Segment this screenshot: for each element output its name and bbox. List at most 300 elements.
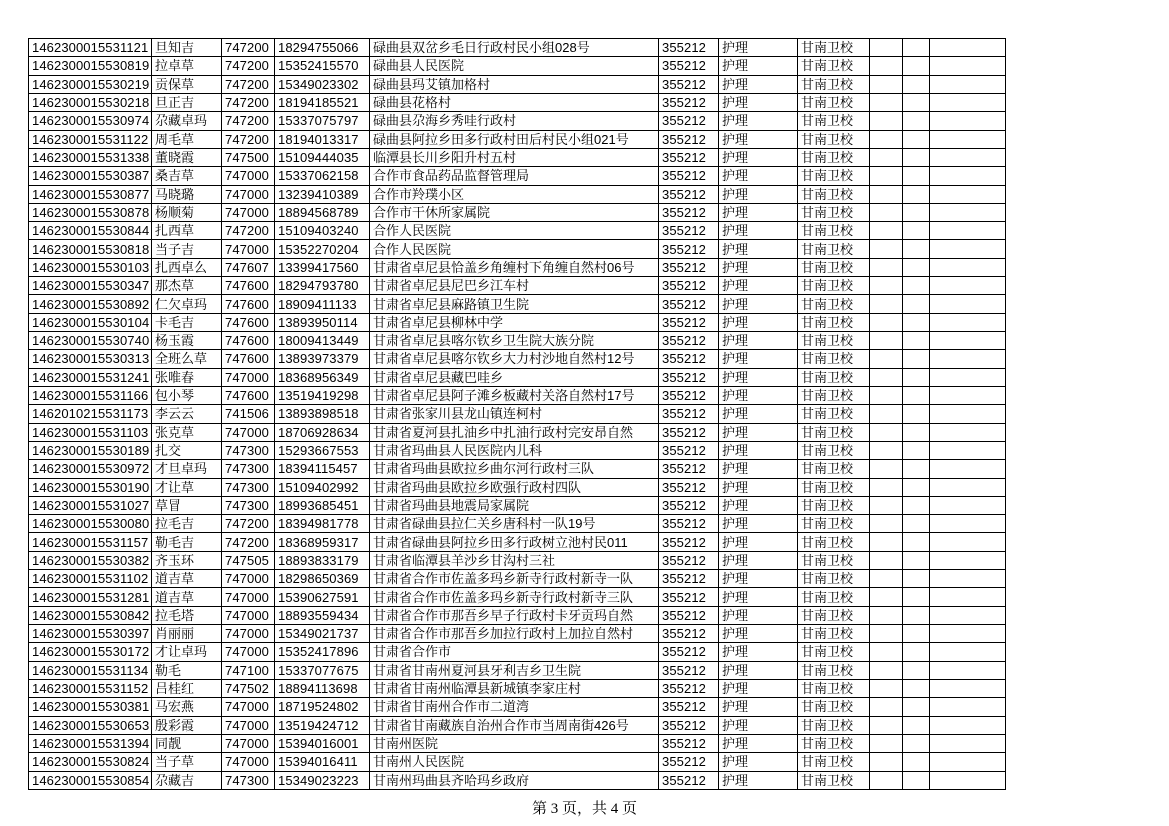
cell-school: 甘南卫校 [798, 93, 870, 111]
cell-postal-code: 747300 [222, 496, 275, 514]
cell-empty-3 [930, 533, 1006, 551]
cell-major: 护理 [719, 460, 798, 478]
cell-name: 扎西草 [152, 222, 222, 240]
cell-empty-1 [870, 368, 903, 386]
cell-empty-2 [903, 405, 930, 423]
cell-school-code: 355212 [659, 643, 719, 661]
cell-name: 扎西卓么 [152, 258, 222, 276]
cell-school: 甘南卫校 [798, 405, 870, 423]
page-footer: 第 3 页，共 4 页 [531, 801, 637, 817]
cell-school-code: 355212 [659, 295, 719, 313]
cell-phone: 13893898518 [275, 405, 370, 423]
table-row [29, 185, 1006, 203]
cell-empty-3 [930, 551, 1006, 569]
cell-phone: 18194185521 [275, 93, 370, 111]
cell-candidate-id: 1462300015531103 [29, 423, 152, 441]
cell-empty-1 [870, 423, 903, 441]
cell-phone: 15390627591 [275, 588, 370, 606]
cell-empty-1 [870, 112, 903, 130]
cell-empty-1 [870, 441, 903, 459]
cell-empty-1 [870, 39, 903, 57]
cell-major: 护理 [719, 386, 798, 404]
cell-candidate-id: 1462300015531338 [29, 148, 152, 166]
cell-phone: 15109402992 [275, 478, 370, 496]
cell-candidate-id: 1462300015530104 [29, 313, 152, 331]
cell-phone: 18368956349 [275, 368, 370, 386]
cell-candidate-id: 1462300015530877 [29, 185, 152, 203]
cell-school-code: 355212 [659, 588, 719, 606]
cell-postal-code: 747600 [222, 313, 275, 331]
cell-candidate-id: 1462300015530189 [29, 441, 152, 459]
cell-empty-3 [930, 112, 1006, 130]
cell-name: 那杰草 [152, 277, 222, 295]
table-row [29, 75, 1006, 93]
cell-empty-2 [903, 496, 930, 514]
cell-school-code: 355212 [659, 661, 719, 679]
cell-empty-1 [870, 240, 903, 258]
cell-school-code: 355212 [659, 460, 719, 478]
cell-address: 碌曲县阿拉乡田多行政村田后村民小组021号 [370, 130, 659, 148]
cell-school: 甘南卫校 [798, 39, 870, 57]
cell-empty-3 [930, 460, 1006, 478]
cell-address: 临潭县长川乡阳升村五村 [370, 148, 659, 166]
cell-address: 合作市干休所家属院 [370, 203, 659, 221]
cell-phone: 15349021737 [275, 625, 370, 643]
cell-name: 全班么草 [152, 350, 222, 368]
cell-empty-1 [870, 533, 903, 551]
cell-school: 甘南卫校 [798, 643, 870, 661]
cell-postal-code: 747000 [222, 240, 275, 258]
cell-name: 拉毛吉 [152, 515, 222, 533]
cell-candidate-id: 1462300015530653 [29, 716, 152, 734]
cell-school-code: 355212 [659, 423, 719, 441]
cell-empty-3 [930, 148, 1006, 166]
cell-postal-code: 747200 [222, 93, 275, 111]
cell-empty-1 [870, 93, 903, 111]
cell-major: 护理 [719, 734, 798, 752]
cell-major: 护理 [719, 39, 798, 57]
cell-major: 护理 [719, 222, 798, 240]
cell-name: 扎交 [152, 441, 222, 459]
cell-postal-code: 747000 [222, 606, 275, 624]
cell-postal-code: 747200 [222, 57, 275, 75]
cell-school: 甘南卫校 [798, 588, 870, 606]
cell-phone: 15394016411 [275, 753, 370, 771]
cell-name: 尕藏卓玛 [152, 112, 222, 130]
cell-empty-2 [903, 570, 930, 588]
cell-empty-1 [870, 570, 903, 588]
cell-candidate-id: 1462300015530818 [29, 240, 152, 258]
cell-empty-3 [930, 771, 1006, 790]
cell-empty-2 [903, 679, 930, 697]
table-row [29, 203, 1006, 221]
cell-major: 护理 [719, 570, 798, 588]
cell-address: 甘肃省卓尼县恰盖乡角缠村下角缠自然村06号 [370, 258, 659, 276]
cell-empty-3 [930, 93, 1006, 111]
cell-address: 甘肃省碌曲县阿拉乡田多行政树立池村民011 [370, 533, 659, 551]
cell-name: 杨玉霞 [152, 332, 222, 350]
cell-empty-3 [930, 222, 1006, 240]
cell-empty-2 [903, 643, 930, 661]
cell-empty-1 [870, 679, 903, 697]
cell-phone: 15293667553 [275, 441, 370, 459]
cell-candidate-id: 1462300015530974 [29, 112, 152, 130]
cell-school: 甘南卫校 [798, 240, 870, 258]
table-row [29, 130, 1006, 148]
cell-phone: 13239410389 [275, 185, 370, 203]
cell-postal-code: 747100 [222, 661, 275, 679]
cell-candidate-id: 1462300015530387 [29, 167, 152, 185]
cell-school-code: 355212 [659, 496, 719, 514]
cell-empty-2 [903, 57, 930, 75]
cell-name: 当子吉 [152, 240, 222, 258]
cell-major: 护理 [719, 423, 798, 441]
cell-empty-3 [930, 39, 1006, 57]
cell-postal-code: 747300 [222, 441, 275, 459]
cell-empty-3 [930, 57, 1006, 75]
cell-name: 吕桂红 [152, 679, 222, 697]
cell-address: 甘南州玛曲县齐哈玛乡政府 [370, 771, 659, 790]
cell-candidate-id: 1462300015531241 [29, 368, 152, 386]
cell-postal-code: 747000 [222, 698, 275, 716]
cell-major: 护理 [719, 295, 798, 313]
cell-empty-1 [870, 148, 903, 166]
table-row [29, 478, 1006, 496]
cell-address: 甘肃省甘南藏族自治州合作市当周南街426号 [370, 716, 659, 734]
cell-address: 甘肃省合作市佐盖多玛乡新寺行政村新寺三队 [370, 588, 659, 606]
cell-empty-1 [870, 515, 903, 533]
cell-school: 甘南卫校 [798, 350, 870, 368]
cell-major: 护理 [719, 753, 798, 771]
cell-empty-2 [903, 698, 930, 716]
cell-school-code: 355212 [659, 148, 719, 166]
cell-school: 甘南卫校 [798, 386, 870, 404]
cell-empty-2 [903, 661, 930, 679]
cell-postal-code: 747600 [222, 295, 275, 313]
table-row [29, 515, 1006, 533]
cell-postal-code: 747200 [222, 515, 275, 533]
cell-name: 道吉草 [152, 570, 222, 588]
cell-school: 甘南卫校 [798, 75, 870, 93]
cell-school: 甘南卫校 [798, 258, 870, 276]
cell-candidate-id: 1462300015530842 [29, 606, 152, 624]
cell-postal-code: 747000 [222, 423, 275, 441]
cell-phone: 18298650369 [275, 570, 370, 588]
cell-empty-2 [903, 75, 930, 93]
cell-address: 甘肃省卓尼县尼巴乡江车村 [370, 277, 659, 295]
cell-postal-code: 747200 [222, 130, 275, 148]
cell-address: 甘肃省甘南州合作市二道湾 [370, 698, 659, 716]
cell-name: 旦知吉 [152, 39, 222, 57]
cell-empty-3 [930, 185, 1006, 203]
cell-school-code: 355212 [659, 625, 719, 643]
cell-empty-3 [930, 405, 1006, 423]
cell-candidate-id: 1462300015530878 [29, 203, 152, 221]
cell-candidate-id: 1462300015530397 [29, 625, 152, 643]
cell-empty-2 [903, 313, 930, 331]
cell-empty-1 [870, 588, 903, 606]
table-row [29, 533, 1006, 551]
cell-postal-code: 747300 [222, 460, 275, 478]
cell-major: 护理 [719, 551, 798, 569]
cell-empty-2 [903, 478, 930, 496]
cell-empty-2 [903, 185, 930, 203]
cell-major: 护理 [719, 203, 798, 221]
cell-major: 护理 [719, 258, 798, 276]
cell-major: 护理 [719, 698, 798, 716]
cell-empty-3 [930, 734, 1006, 752]
cell-candidate-id: 1462300015531394 [29, 734, 152, 752]
cell-school: 甘南卫校 [798, 148, 870, 166]
cell-empty-3 [930, 368, 1006, 386]
cell-address: 甘南州医院 [370, 734, 659, 752]
table-row [29, 350, 1006, 368]
cell-school: 甘南卫校 [798, 203, 870, 221]
cell-address: 碌曲县尕海乡秀哇行政村 [370, 112, 659, 130]
cell-empty-2 [903, 753, 930, 771]
cell-candidate-id: 1462010215531173 [29, 405, 152, 423]
cell-empty-1 [870, 57, 903, 75]
cell-empty-3 [930, 441, 1006, 459]
cell-postal-code: 747000 [222, 734, 275, 752]
cell-name: 旦正吉 [152, 93, 222, 111]
cell-school-code: 355212 [659, 185, 719, 203]
table-row [29, 734, 1006, 752]
table-row [29, 716, 1006, 734]
table-row [29, 753, 1006, 771]
cell-empty-2 [903, 93, 930, 111]
table-row [29, 625, 1006, 643]
cell-school-code: 355212 [659, 405, 719, 423]
cell-school-code: 355212 [659, 332, 719, 350]
cell-school-code: 355212 [659, 350, 719, 368]
cell-candidate-id: 1462300015531122 [29, 130, 152, 148]
cell-major: 护理 [719, 625, 798, 643]
cell-phone: 18909411133 [275, 295, 370, 313]
cell-empty-2 [903, 203, 930, 221]
cell-school: 甘南卫校 [798, 112, 870, 130]
cell-empty-1 [870, 716, 903, 734]
cell-empty-2 [903, 441, 930, 459]
table-row [29, 588, 1006, 606]
cell-empty-3 [930, 203, 1006, 221]
cell-address: 甘肃省合作市佐盖多玛乡新寺行政村新寺一队 [370, 570, 659, 588]
cell-empty-1 [870, 496, 903, 514]
table-row [29, 460, 1006, 478]
cell-school: 甘南卫校 [798, 753, 870, 771]
cell-name: 李云云 [152, 405, 222, 423]
cell-phone: 15394016001 [275, 734, 370, 752]
table-row [29, 277, 1006, 295]
cell-empty-1 [870, 771, 903, 790]
cell-major: 护理 [719, 405, 798, 423]
cell-empty-3 [930, 643, 1006, 661]
table-row [29, 57, 1006, 75]
cell-major: 护理 [719, 130, 798, 148]
cell-postal-code: 747600 [222, 332, 275, 350]
cell-school: 甘南卫校 [798, 661, 870, 679]
cell-major: 护理 [719, 57, 798, 75]
cell-candidate-id: 1462300015530313 [29, 350, 152, 368]
cell-empty-3 [930, 588, 1006, 606]
cell-phone: 15352415570 [275, 57, 370, 75]
cell-school-code: 355212 [659, 551, 719, 569]
cell-empty-2 [903, 112, 930, 130]
cell-phone: 18993685451 [275, 496, 370, 514]
table-row [29, 368, 1006, 386]
cell-postal-code: 747000 [222, 368, 275, 386]
cell-phone: 15109403240 [275, 222, 370, 240]
cell-empty-3 [930, 570, 1006, 588]
cell-major: 护理 [719, 643, 798, 661]
cell-school: 甘南卫校 [798, 185, 870, 203]
cell-major: 护理 [719, 167, 798, 185]
cell-school-code: 355212 [659, 313, 719, 331]
cell-empty-3 [930, 295, 1006, 313]
cell-school: 甘南卫校 [798, 441, 870, 459]
cell-address: 碌曲县花格村 [370, 93, 659, 111]
cell-name: 杨顺菊 [152, 203, 222, 221]
cell-empty-1 [870, 661, 903, 679]
cell-empty-3 [930, 661, 1006, 679]
cell-major: 护理 [719, 185, 798, 203]
cell-candidate-id: 1462300015530172 [29, 643, 152, 661]
cell-school-code: 355212 [659, 515, 719, 533]
cell-postal-code: 747200 [222, 112, 275, 130]
cell-school-code: 355212 [659, 277, 719, 295]
cell-empty-1 [870, 753, 903, 771]
cell-phone: 18893559434 [275, 606, 370, 624]
cell-empty-1 [870, 332, 903, 350]
cell-phone: 15349023223 [275, 771, 370, 790]
cell-school: 甘南卫校 [798, 625, 870, 643]
table-row [29, 386, 1006, 404]
cell-school-code: 355212 [659, 112, 719, 130]
cell-school: 甘南卫校 [798, 222, 870, 240]
cell-school: 甘南卫校 [798, 698, 870, 716]
cell-empty-3 [930, 240, 1006, 258]
cell-school-code: 355212 [659, 39, 719, 57]
cell-name: 马宏燕 [152, 698, 222, 716]
cell-empty-3 [930, 75, 1006, 93]
cell-school: 甘南卫校 [798, 277, 870, 295]
table-row [29, 551, 1006, 569]
cell-postal-code: 747200 [222, 75, 275, 93]
cell-empty-2 [903, 551, 930, 569]
cell-name: 仁欠卓玛 [152, 295, 222, 313]
cell-empty-1 [870, 258, 903, 276]
cell-school-code: 355212 [659, 368, 719, 386]
cell-postal-code: 747200 [222, 222, 275, 240]
cell-phone: 18719524802 [275, 698, 370, 716]
cell-empty-2 [903, 515, 930, 533]
cell-candidate-id: 1462300015531157 [29, 533, 152, 551]
cell-empty-2 [903, 771, 930, 790]
cell-empty-1 [870, 734, 903, 752]
cell-school-code: 355212 [659, 203, 719, 221]
cell-empty-1 [870, 405, 903, 423]
cell-phone: 15352270204 [275, 240, 370, 258]
cell-empty-2 [903, 332, 930, 350]
table-row [29, 258, 1006, 276]
cell-address: 碌曲县人民医院 [370, 57, 659, 75]
cell-address: 甘肃省卓尼县麻路镇卫生院 [370, 295, 659, 313]
cell-name: 当子草 [152, 753, 222, 771]
cell-address: 甘肃省玛曲县欧拉乡欧强行政村四队 [370, 478, 659, 496]
cell-phone: 18893833179 [275, 551, 370, 569]
cell-address: 甘肃省甘南州夏河县牙利吉乡卫生院 [370, 661, 659, 679]
cell-name: 勒毛 [152, 661, 222, 679]
cell-phone: 13519419298 [275, 386, 370, 404]
cell-postal-code: 747000 [222, 203, 275, 221]
cell-phone: 13893950114 [275, 313, 370, 331]
table-row [29, 295, 1006, 313]
cell-school: 甘南卫校 [798, 478, 870, 496]
cell-phone: 13399417560 [275, 258, 370, 276]
cell-empty-2 [903, 734, 930, 752]
cell-empty-3 [930, 423, 1006, 441]
cell-major: 护理 [719, 313, 798, 331]
cell-name: 才让卓玛 [152, 643, 222, 661]
cell-empty-2 [903, 148, 930, 166]
cell-empty-3 [930, 313, 1006, 331]
cell-address: 合作市食品药品监督管理局 [370, 167, 659, 185]
cell-candidate-id: 1462300015530824 [29, 753, 152, 771]
cell-empty-1 [870, 625, 903, 643]
cell-school-code: 355212 [659, 240, 719, 258]
cell-school-code: 355212 [659, 679, 719, 697]
cell-name: 才旦卓玛 [152, 460, 222, 478]
cell-candidate-id: 1462300015531281 [29, 588, 152, 606]
cell-phone: 18394981778 [275, 515, 370, 533]
cell-major: 护理 [719, 771, 798, 790]
cell-school-code: 355212 [659, 570, 719, 588]
cell-address: 碌曲县双岔乡毛日行政村民小组028号 [370, 39, 659, 57]
cell-empty-3 [930, 496, 1006, 514]
cell-empty-1 [870, 350, 903, 368]
cell-empty-3 [930, 277, 1006, 295]
table-row [29, 643, 1006, 661]
cell-empty-3 [930, 716, 1006, 734]
cell-postal-code: 747300 [222, 478, 275, 496]
cell-phone: 18368959317 [275, 533, 370, 551]
cell-candidate-id: 1462300015531102 [29, 570, 152, 588]
cell-postal-code: 747000 [222, 716, 275, 734]
cell-major: 护理 [719, 679, 798, 697]
cell-school: 甘南卫校 [798, 496, 870, 514]
cell-major: 护理 [719, 112, 798, 130]
cell-candidate-id: 1462300015531027 [29, 496, 152, 514]
cell-empty-1 [870, 386, 903, 404]
cell-phone: 13519424712 [275, 716, 370, 734]
cell-phone: 18894568789 [275, 203, 370, 221]
cell-empty-2 [903, 295, 930, 313]
cell-postal-code: 747600 [222, 277, 275, 295]
table-row [29, 148, 1006, 166]
cell-empty-3 [930, 753, 1006, 771]
cell-phone: 18294755066 [275, 39, 370, 57]
cell-name: 肖丽丽 [152, 625, 222, 643]
cell-major: 护理 [719, 661, 798, 679]
cell-phone: 13893973379 [275, 350, 370, 368]
cell-major: 护理 [719, 533, 798, 551]
cell-address: 甘肃省夏河县扎油乡中扎油行政村完安昂自然 [370, 423, 659, 441]
cell-address: 甘肃省碌曲县拉仁关乡唐科村一队19号 [370, 515, 659, 533]
cell-phone: 15352417896 [275, 643, 370, 661]
cell-postal-code: 747000 [222, 625, 275, 643]
cell-empty-1 [870, 277, 903, 295]
cell-empty-2 [903, 423, 930, 441]
